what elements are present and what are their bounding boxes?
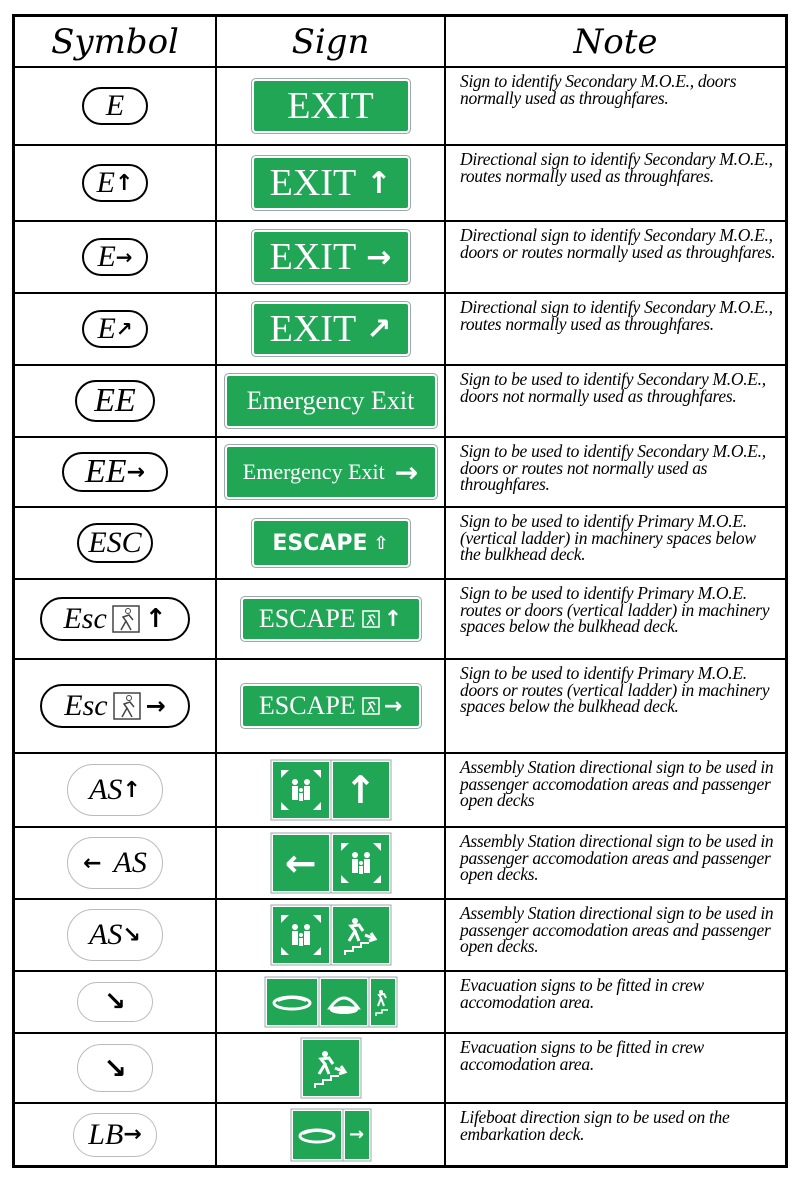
symbol-letters: AS bbox=[89, 918, 123, 951]
symbol-capsule bbox=[40, 684, 190, 728]
arrow-left-icon: ← bbox=[83, 850, 102, 876]
symbol-letters: Esc bbox=[63, 602, 107, 635]
symbol-capsule bbox=[77, 523, 153, 563]
exit-sign bbox=[254, 232, 408, 282]
symbol-capsule bbox=[82, 164, 148, 202]
note-text: Sign to be used to identify Primary M.O.E. (vertical ladder) in machinery spaces below the bulkhead deck. bbox=[460, 511, 756, 564]
header-symbol: Symbol bbox=[51, 21, 179, 62]
sign-text: ESCAPE bbox=[258, 691, 356, 720]
table-row bbox=[15, 508, 785, 580]
symbol-capsule bbox=[82, 310, 148, 348]
escape-sign bbox=[243, 599, 419, 639]
symbol-capsule bbox=[82, 238, 148, 276]
direction-tile bbox=[273, 835, 329, 891]
note-text: Assembly Station directional sign to be used in passenger accomodation areas and passenger open decks. bbox=[460, 831, 774, 884]
symbol-letters: ESC bbox=[88, 526, 142, 559]
note-text: Sign to be used to identify Secondary M.O.E., doors not normally used as throughfares. bbox=[460, 369, 766, 406]
table-row bbox=[15, 972, 785, 1034]
table-row bbox=[15, 438, 785, 508]
arrow-down-right-icon: ↘ bbox=[122, 922, 141, 948]
arrow-up-icon: ↑ bbox=[366, 165, 392, 201]
running-man-icon bbox=[112, 691, 142, 721]
sign-text: EXIT bbox=[269, 162, 357, 204]
arrow-down-right-icon: ↘ bbox=[104, 987, 126, 1017]
emergency-exit-sign bbox=[227, 376, 435, 426]
exit-sign bbox=[254, 81, 408, 131]
arrow-down-right-icon: ↘ bbox=[103, 1051, 127, 1085]
symbol-letters: EE bbox=[94, 382, 136, 419]
arrow-right-icon: → bbox=[348, 1124, 365, 1145]
header-note: Note bbox=[573, 21, 658, 62]
arrow-up-right-icon: ↗ bbox=[115, 317, 133, 341]
table-row bbox=[15, 900, 785, 972]
note-text: Evacuation signs to be fitted in crew accomodation area. bbox=[460, 1037, 704, 1074]
arrow-up-icon: ↑ bbox=[144, 604, 167, 634]
arrow-up-icon: ↑ bbox=[114, 170, 134, 196]
arrow-right-icon: → bbox=[145, 692, 166, 720]
emergency-exit-sign bbox=[227, 447, 435, 497]
assembly-station-icon bbox=[273, 907, 329, 963]
symbol-letters: Esc bbox=[64, 689, 108, 722]
arrow-up-icon: ↑ bbox=[344, 768, 377, 812]
sign-text: ESCAPE bbox=[258, 604, 356, 633]
arrow-right-icon: → bbox=[383, 693, 403, 719]
symbol-capsule bbox=[40, 597, 190, 641]
symbol-capsule bbox=[67, 909, 163, 961]
symbols-table bbox=[12, 14, 788, 1168]
direction-tile bbox=[345, 1111, 369, 1159]
header-row bbox=[15, 17, 785, 68]
table-row bbox=[15, 828, 785, 900]
note-text: Sign to be used to identify Secondary M.O.E., doors or routes not normally used as throughfares. bbox=[460, 441, 766, 494]
symbol-letters: E bbox=[105, 89, 125, 122]
arrow-left-icon: ← bbox=[284, 841, 317, 885]
symbol-capsule bbox=[82, 87, 148, 125]
note-text: Assembly Station directional sign to be used in passenger accomodation areas and passenger open decks. bbox=[460, 903, 774, 956]
running-man-stairs-icon bbox=[371, 979, 395, 1025]
symbol-letters: EE bbox=[85, 453, 127, 490]
table-row bbox=[15, 580, 785, 660]
symbol-capsule bbox=[67, 764, 163, 816]
note-text: Assembly Station directional sign to be used in passenger accomodation areas and passenger open decks bbox=[460, 757, 774, 810]
sign-text: EXIT bbox=[269, 236, 357, 278]
arrow-up-icon: ↑ bbox=[383, 606, 403, 632]
running-man-icon bbox=[362, 697, 380, 715]
exit-sign bbox=[254, 304, 408, 354]
escape-sign bbox=[243, 686, 419, 726]
note-text: Evacuation signs to be fitted in crew accomodation area. bbox=[460, 975, 704, 1012]
symbol-capsule bbox=[77, 1044, 153, 1092]
symbol-letters: E bbox=[96, 166, 115, 199]
direction-tile bbox=[333, 762, 389, 818]
assembly-station-icon bbox=[273, 762, 329, 818]
symbol-capsule bbox=[67, 837, 163, 889]
header-sign: Sign bbox=[291, 21, 370, 62]
assembly-station-icon bbox=[333, 835, 389, 891]
table-row bbox=[15, 660, 785, 754]
note-text: Sign to identify Secondary M.O.E., doors normally used as throughfares. bbox=[460, 71, 737, 108]
note-text: Directional sign to identify Secondary M.O.E., routes normally used as throughfares. bbox=[460, 149, 773, 186]
liferaft-icon bbox=[293, 1111, 341, 1159]
sign-text: EXIT bbox=[269, 308, 357, 350]
arrow-right-icon: → bbox=[126, 459, 145, 485]
sign-text: ESCAPE bbox=[272, 530, 368, 556]
symbol-capsule bbox=[62, 452, 168, 492]
table-row bbox=[15, 1104, 785, 1165]
symbol-letters: E bbox=[97, 240, 116, 273]
running-man-icon bbox=[362, 610, 380, 628]
note-text: Directional sign to identify Secondary M.O.E., routes normally used as throughfares. bbox=[460, 297, 773, 334]
symbol-capsule bbox=[77, 982, 153, 1022]
symbol-letters: AS bbox=[89, 773, 123, 806]
note-text: Directional sign to identify Secondary M.O.E., doors or routes normally used as throughfares. bbox=[460, 225, 776, 262]
escape-sign bbox=[254, 521, 408, 565]
lifeboat-icon bbox=[321, 979, 367, 1025]
symbol-capsule bbox=[75, 380, 155, 422]
table-row bbox=[15, 222, 785, 294]
arrow-up-right-icon: ↗ bbox=[366, 311, 392, 347]
note-text: Sign to be used to identify Primary M.O.E. doors or routes (vertical ladder) in machinery spaces below the bulkhead deck. bbox=[460, 663, 770, 716]
arrow-right-icon: → bbox=[366, 239, 392, 275]
symbol-letters: AS bbox=[113, 846, 147, 879]
running-man-stairs-icon bbox=[303, 1040, 359, 1096]
exit-sign bbox=[254, 158, 408, 208]
symbol-letters: LB bbox=[88, 1117, 124, 1151]
symbol-capsule bbox=[73, 1113, 157, 1157]
sign-text: Emergency Exit bbox=[246, 386, 415, 415]
arrow-up-icon: ↑ bbox=[122, 777, 141, 803]
sign-text: Emergency Exit bbox=[242, 459, 385, 484]
liferaft-icon bbox=[267, 979, 317, 1025]
arrow-right-icon: → bbox=[115, 245, 133, 269]
running-man-stairs-icon bbox=[333, 907, 389, 963]
arrow-right-icon: → bbox=[123, 1122, 142, 1147]
table-row bbox=[15, 1034, 785, 1104]
note-text: Sign to be used to identify Primary M.O.E. routes or doors (vertical ladder) in machinery spaces below the bulkhead deck. bbox=[460, 583, 770, 636]
table-row bbox=[15, 146, 785, 222]
ladder-up-icon: ⇧ bbox=[373, 532, 389, 554]
note-text: Lifeboat direction sign to be used on the embarkation deck. bbox=[460, 1107, 730, 1144]
sign-text: EXIT bbox=[287, 85, 374, 127]
table-row bbox=[15, 294, 785, 366]
table-row bbox=[15, 754, 785, 828]
table-row bbox=[15, 366, 785, 438]
arrow-right-icon: → bbox=[394, 455, 419, 489]
running-man-icon bbox=[111, 604, 141, 634]
symbol-letters: E bbox=[97, 312, 116, 345]
table-row bbox=[15, 68, 785, 146]
